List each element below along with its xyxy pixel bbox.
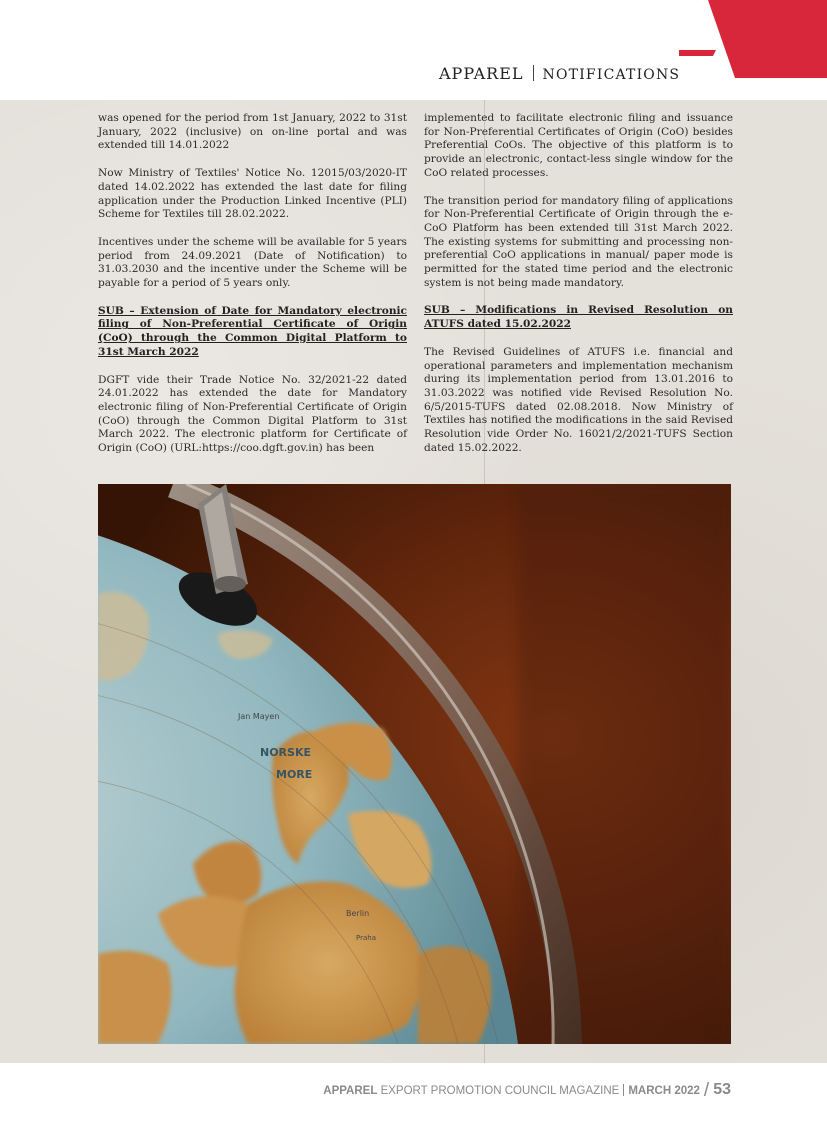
map-label-jan-mayen: Jan Mayen — [238, 712, 280, 721]
globe-photo — [98, 484, 731, 1044]
map-label-praha: Praha — [356, 934, 376, 942]
paragraph: DGFT vide their Trade Notice No. 32/2021-22 dated 24.01.2022 has extended the date for Mandatory electronic filing of Non-Preferential Certificate of Origin (CoO) through the Common Digital Platform to 31st March 2022. The electronic platform for Certificate of Origin (CoO) (URL:https://coo.dgft.gov.in) has been — [98, 373, 407, 455]
section-heading: SUB – Extension of Date for Mandatory electronic filing of Non-Preferential Certificate of Origin (CoO) through the Common Digital Platform to 31st March 2022 — [98, 304, 407, 358]
paragraph: Now Ministry of Textiles' Notice No. 12015/03/2020-IT dated 14.02.2022 has extended the last date for filing application under the Production Linked Incentive (PLI) Scheme for Textiles till 28.02.2022. — [98, 167, 407, 221]
paragraph: Incentives under the scheme will be available for 5 years period from 24.09.2021 (Date of Notification) to 31.03.2030 and the incentive under the Scheme will be payable for a period of 5 years only. — [98, 235, 407, 290]
paragraph: The Revised Guidelines of ATUFS i.e. financial and operational parameters and implementation mechanism during its implementation period from 13.01.2016 to 31.03.2022 was notified vide Revised Resolution No. 6/5/2015-TUFS dated 02.08.2018. Now Ministry of Textiles has notified the modifications in the said Revised Resolution vide Order No. 16021/2/2021-TUFS Section dated 15.02.2022. — [424, 345, 733, 454]
footer-issue: MARCH 2022 — [628, 1085, 700, 1097]
footer-slash: / — [703, 1080, 710, 1101]
paragraph: was opened for the period from 1st January, 2022 to 31st January, 2022 (inclusive) on on-line portal and was extended till 14.01.2022 — [98, 112, 407, 152]
footer-brand: APPAREL — [323, 1085, 378, 1097]
header-section: NOTIFICATIONS — [542, 67, 681, 83]
footer-org: EXPORT PROMOTION COUNCIL MAGAZINE — [380, 1085, 620, 1097]
page-header — [0, 0, 827, 100]
header-divider — [533, 65, 534, 81]
page-footer — [0, 1063, 827, 1122]
paragraph: The transition period for mandatory filing of applications for Non-Preferential Certificate of Origin through the e-CoO Platform has been extended till 31st March 2022. The existing systems for submitting and processing non-preferential CoO applications in manual/ paper mode is permitted for the stated time period and the electronic system is not being made mandatory. — [424, 194, 733, 289]
right-column — [424, 112, 733, 469]
red-corner-graphic — [0, 0, 827, 100]
map-label-norske: NORSKE — [260, 746, 311, 759]
left-column — [98, 112, 407, 470]
globe-illustration — [98, 484, 731, 1044]
running-header — [439, 64, 680, 83]
section-heading: SUB – Modifications in Revised Resolution on ATUFS dated 15.02.2022 — [424, 304, 733, 331]
footer-line — [323, 1080, 731, 1102]
footer-divider — [623, 1084, 624, 1096]
map-label-more: MORE — [276, 768, 313, 781]
header-brand: APPAREL — [439, 64, 524, 83]
paragraph: implemented to facilitate electronic filing and issuance for Non-Preferential Certificates of Origin (CoO) besides Preferential CoOs. The objective of this platform is to provide an electronic, contact-less single window for the CoO related processes. — [424, 112, 733, 179]
page-number: 53 — [713, 1081, 731, 1098]
map-label-berlin: Berlin — [346, 909, 370, 918]
